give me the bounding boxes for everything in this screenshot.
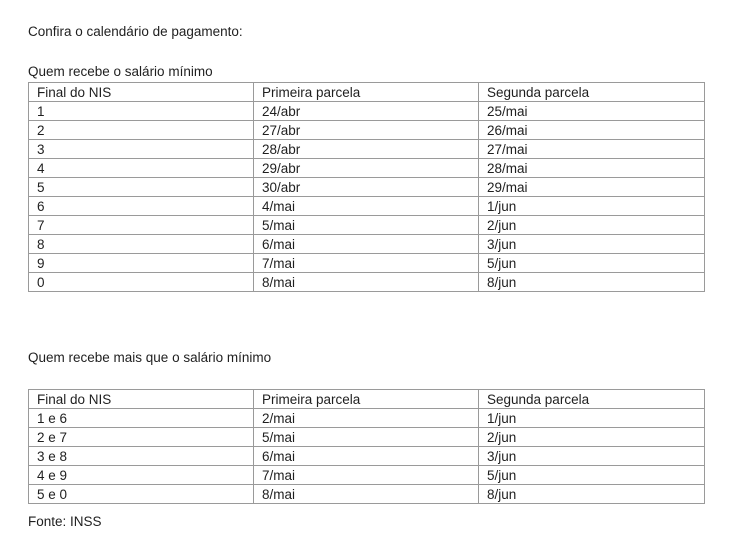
nis-ending-cell: 7	[29, 216, 254, 235]
nis-ending-cell: 0	[29, 273, 254, 292]
first-installment-cell: 27/abr	[254, 121, 479, 140]
column-header: Segunda parcela	[479, 83, 705, 102]
table-row	[29, 428, 705, 447]
second-installment-cell: 2/jun	[479, 428, 705, 447]
nis-ending-cell: 1	[29, 102, 254, 121]
table-caption-above-minimum-wage: Quem recebe mais que o salário mínimo	[28, 350, 272, 365]
table-row	[29, 140, 705, 159]
first-installment-cell: 2/mai	[254, 409, 479, 428]
table-header-row	[29, 390, 705, 409]
first-installment-cell: 8/mai	[254, 485, 479, 504]
nis-ending-cell: 8	[29, 235, 254, 254]
second-installment-cell: 28/mai	[479, 159, 705, 178]
second-installment-cell: 27/mai	[479, 140, 705, 159]
nis-ending-cell: 9	[29, 254, 254, 273]
second-installment-cell: 25/mai	[479, 102, 705, 121]
first-installment-cell: 29/abr	[254, 159, 479, 178]
nis-ending-cell: 3	[29, 140, 254, 159]
table-row	[29, 197, 705, 216]
nis-ending-cell: 4 e 9	[29, 466, 254, 485]
nis-ending-cell: 3 e 8	[29, 447, 254, 466]
table-row	[29, 273, 705, 292]
source-note: Fonte: INSS	[28, 514, 102, 529]
second-installment-cell: 8/jun	[479, 485, 705, 504]
table-row	[29, 178, 705, 197]
first-installment-cell: 24/abr	[254, 102, 479, 121]
second-installment-cell: 3/jun	[479, 235, 705, 254]
nis-ending-cell: 2	[29, 121, 254, 140]
table-row	[29, 159, 705, 178]
second-installment-cell: 29/mai	[479, 178, 705, 197]
table-row	[29, 485, 705, 504]
second-installment-cell: 5/jun	[479, 466, 705, 485]
column-header: Primeira parcela	[254, 390, 479, 409]
second-installment-cell: 1/jun	[479, 409, 705, 428]
first-installment-cell: 7/mai	[254, 254, 479, 273]
second-installment-cell: 8/jun	[479, 273, 705, 292]
nis-ending-cell: 1 e 6	[29, 409, 254, 428]
first-installment-cell: 4/mai	[254, 197, 479, 216]
second-installment-cell: 26/mai	[479, 121, 705, 140]
second-installment-cell: 3/jun	[479, 447, 705, 466]
first-installment-cell: 5/mai	[254, 216, 479, 235]
column-header: Final do NIS	[29, 390, 254, 409]
table-row	[29, 254, 705, 273]
first-installment-cell: 8/mai	[254, 273, 479, 292]
second-installment-cell: 5/jun	[479, 254, 705, 273]
table-row	[29, 102, 705, 121]
table-row	[29, 216, 705, 235]
first-installment-cell: 7/mai	[254, 466, 479, 485]
nis-ending-cell: 6	[29, 197, 254, 216]
table-row	[29, 121, 705, 140]
first-installment-cell: 6/mai	[254, 235, 479, 254]
column-header: Final do NIS	[29, 83, 254, 102]
first-installment-cell: 28/abr	[254, 140, 479, 159]
table-caption-minimum-wage: Quem recebe o salário mínimo	[28, 64, 213, 79]
intro-text: Confira o calendário de pagamento:	[28, 24, 243, 39]
table-row	[29, 466, 705, 485]
nis-ending-cell: 2 e 7	[29, 428, 254, 447]
table-row	[29, 235, 705, 254]
column-header: Primeira parcela	[254, 83, 479, 102]
first-installment-cell: 5/mai	[254, 428, 479, 447]
second-installment-cell: 2/jun	[479, 216, 705, 235]
payment-calendar-table-minimum-wage	[28, 82, 705, 292]
table-row	[29, 409, 705, 428]
table-row	[29, 447, 705, 466]
nis-ending-cell: 5	[29, 178, 254, 197]
first-installment-cell: 30/abr	[254, 178, 479, 197]
second-installment-cell: 1/jun	[479, 197, 705, 216]
nis-ending-cell: 5 e 0	[29, 485, 254, 504]
column-header: Segunda parcela	[479, 390, 705, 409]
table-header-row	[29, 83, 705, 102]
first-installment-cell: 6/mai	[254, 447, 479, 466]
nis-ending-cell: 4	[29, 159, 254, 178]
payment-calendar-table-above-minimum-wage	[28, 389, 705, 504]
